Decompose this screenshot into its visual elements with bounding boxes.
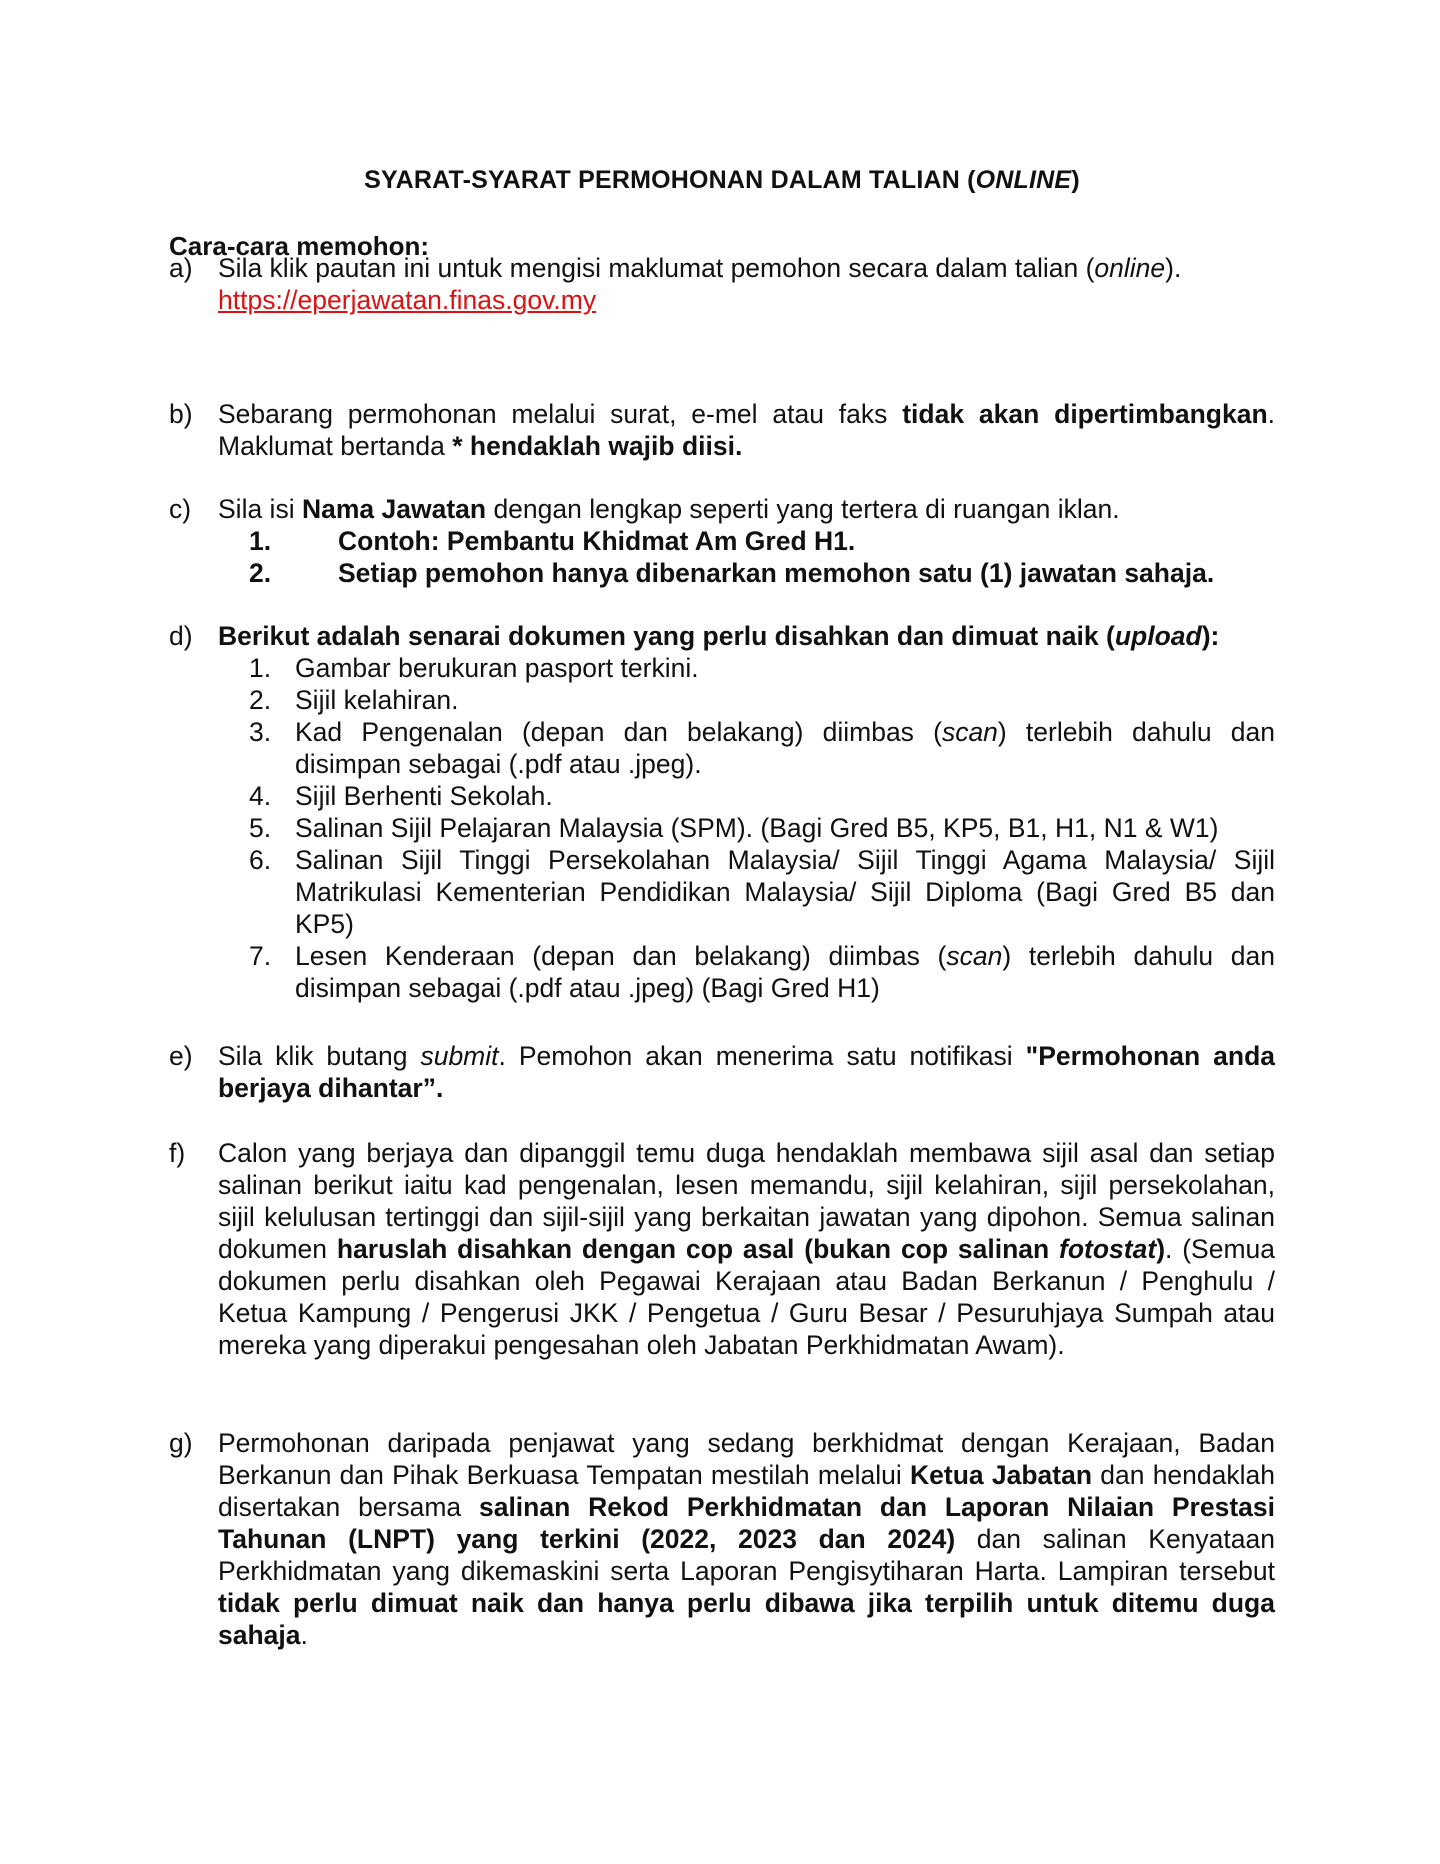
application-link[interactable]: https://eperjawatan.finas.gov.my (218, 285, 597, 315)
item-text: Sebarang permohonan melalui surat, e-mel atau faks tidak akan dipertimbangkan. Maklumat bertanda * hendaklah wajib diisi. (218, 399, 1276, 461)
item-g (169, 1427, 1275, 1651)
item-d (169, 620, 1275, 1004)
item-label: c) (169, 494, 192, 524)
list-item: 1. Gambar berukuran pasport terkini. (249, 653, 699, 683)
item-e (169, 1040, 1275, 1104)
example-row: 2. Setiap pemohon hanya dibenarkan memohon satu (1) jawatan sahaja. (249, 558, 1215, 588)
list-item: 3. Kad Pengenalan (depan dan belakang) diimbas (scan) terlebih dahulu dan disimpan sebagai (.pdf atau .jpeg). (249, 717, 1275, 779)
item-label: d) (169, 621, 193, 651)
item-text: Permohonan daripada penjawat yang sedang berkhidmat dengan Kerajaan, Badan Berkanun dan Pihak Berkuasa Tempatan mestilah melalui Ketua Jabatan dan hendaklah disertakan bersama salinan Rekod Perkhidmatan dan Laporan Nilaian Prestasi Tahunan (LNPT) yang terkini (2022, 2023 dan 2024) dan salinan Kenyataan Perkhidmatan yang dikemaskini serta Laporan Pengisytiharan Harta. Lampiran tersebut tidak perlu dimuat naik dan hanya perlu dibawa jika terpilih untuk ditemu duga sahaja. (218, 1428, 1276, 1650)
section-heading: Cara-cara memohon: (169, 231, 430, 261)
item-a (169, 252, 1275, 316)
list-item: 6. Salinan Sijil Tinggi Persekolahan Malaysia/ Sijil Tinggi Agama Malaysia/ Sijil Matrikulasi Kementerian Pendidikan Malaysia/ Sijil Diploma (Bagi Gred B5 dan KP5) (249, 845, 1275, 939)
item-f (169, 1137, 1275, 1361)
item-label: e) (169, 1041, 193, 1071)
item-text: Sila klik butang submit. Pemohon akan menerima satu notifikasi "Permohonan anda berjaya dihantar”. (218, 1041, 1275, 1103)
item-label: f) (169, 1138, 186, 1168)
item-label: a) (169, 253, 193, 283)
document-title: SYARAT-SYARAT PERMOHONAN DALAM TALIAN (ONLINE) (364, 166, 1080, 194)
item-text: Calon yang berjaya dan dipanggil temu duga hendaklah membawa sijil asal dan setiap salinan berikut iaitu kad pengenalan, lesen memandu, sijil kelahiran, sijil persekolahan, sijil kelulusan tertinggi dan sijil-sijil yang berkaitan jawatan yang dipohon. Semua salinan dokumen haruslah disahkan dengan cop asal (bukan cop salinan fotostat). (Semua dokumen perlu disahkan oleh Pegawai Kerajaan atau Badan Berkanun / Penghulu / Ketua Kampung / Pengerusi JKK / Pengetua / Guru Besar / Pesuruhjaya Sumpah atau mereka yang diperakui pengesahan oleh Jabatan Perkhidmatan Awam). (218, 1138, 1275, 1360)
item-c (169, 493, 1275, 589)
item-text: Sila klik pautan ini untuk mengisi maklumat pemohon secara dalam talian (online). (218, 253, 1182, 283)
item-label: b) (169, 399, 193, 429)
item-label: g) (169, 1428, 193, 1458)
list-item: 5. Salinan Sijil Pelajaran Malaysia (SPM). (Bagi Gred B5, KP5, B1, H1, N1 & W1) (249, 813, 1219, 843)
list-item: 4. Sijil Berhenti Sekolah. (249, 781, 553, 811)
item-b (169, 398, 1275, 462)
item-text: Berikut adalah senarai dokumen yang perlu disahkan dan dimuat naik (upload): (218, 621, 1220, 651)
document-list (218, 652, 1275, 1004)
example-row: 1. Contoh: Pembantu Khidmat Am Gred H1. (249, 526, 856, 556)
item-text: Sila isi Nama Jawatan dengan lengkap seperti yang tertera di ruangan iklan. (218, 494, 1120, 524)
list-item: 2. Sijil kelahiran. (249, 685, 459, 715)
list-item: 7. Lesen Kenderaan (depan dan belakang) diimbas (scan) terlebih dahulu dan disimpan sebagai (.pdf atau .jpeg) (Bagi Gred H1) (249, 941, 1275, 1003)
